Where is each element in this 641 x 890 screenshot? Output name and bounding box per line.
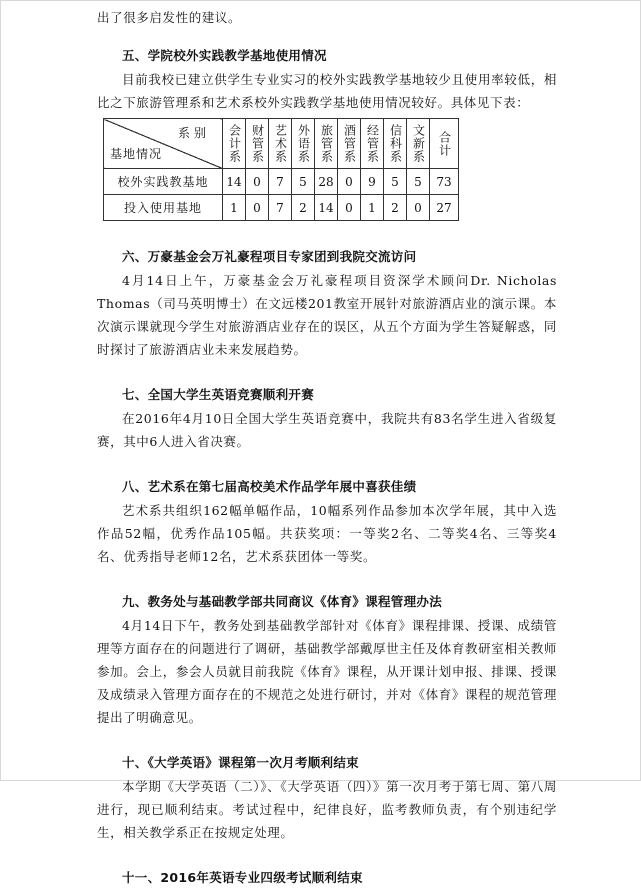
section-8-heading: 八、艺术系在第七届高校美术作品学年展中喜获佳绩 [122,479,417,494]
section-6-body: 4月14日上午，万豪基金会万礼豪程项目资深学术顾问Dr. Nicholas Thomas（司马英明博士）在文远楼201教室开展针对旅游酒店业的演示课。本次演示课就现今学生对旅游酒店业存在的误区，从五个方面为学生答疑解惑，同时探讨了旅游酒店业未来发展趋势。 [97,273,557,357]
section-9-body: 4月14日下午，教务处到基础教学部针对《体育》课程排课、授课、成绩管理等方面存在的问题进行了调研，基础教学部戴厚世主任及体育教研室相关教师参加。会上，参会人员就目前我院《体育》课程，从开课计划申报、排课、授课及成绩录入管理方面存在的不规范之处进行研讨，并对《体育》课程的规范管理提出了明确意见。 [97,618,557,725]
col-header: 酒管系 [338,119,361,169]
table-header-row [104,119,459,169]
section-10-body: 本学期《大学英语（二）》、《大学英语（四）》第一次月考于第七周、第八周进行，现已顺利结束。考试过程中，纪律良好，监考教师负责，有个别违纪学生，相关教学系正在按规定处理。 [97,779,557,840]
table-cell: 1 [361,195,384,221]
table-cell: 7 [269,169,292,195]
table-row [104,169,459,195]
table-cell: 14 [315,195,338,221]
section-6-heading: 六、万豪基金会万礼豪程项目专家团到我院交流访问 [122,249,417,264]
document-page [97,6,557,890]
section-7-heading: 七、全国大学生英语竞赛顺利开赛 [122,387,315,402]
table-cell: 14 [223,169,246,195]
table-cell: 0 [338,169,361,195]
section-8-body: 艺术系共组织162幅单幅作品，10幅系列作品参加本次学年展，其中入选作品52幅，优秀作品105幅。共获奖项：一等奖2名、二等奖4名、三等奖4名、优秀指导老师12名，艺术系获团体一等奖。 [97,503,557,564]
table-cell: 0 [338,195,361,221]
practice-base-table [103,118,459,221]
intro-paragraph-tail: 出了很多启发性的建议。 [97,10,242,25]
table-corner-cell [104,119,223,169]
table-cell: 7 [269,195,292,221]
col-header-total: 合计 [430,119,459,169]
col-header: 会计系 [223,119,246,169]
table-cell-total: 27 [430,195,459,221]
section-7-body: 在2016年4月10日全国大学生英语竞赛中，我院共有83名学生进入省级复赛，其中6人进入省决赛。 [97,411,557,449]
table-row [104,195,459,221]
section-5-heading: 五、学院校外实践教学基地使用情况 [122,48,327,63]
table-cell: 0 [246,195,269,221]
table-cell-total: 73 [430,169,459,195]
corner-label-dept: 系别 [177,126,210,140]
table-cell: 1 [223,195,246,221]
row-label: 投入使用基地 [104,195,223,221]
col-header: 财管系 [246,119,269,169]
section-9-heading: 九、教务处与基础教学部共同商议《体育》课程管理办法 [122,594,443,609]
corner-label-base: 基地情况 [110,147,163,161]
col-header: 经管系 [361,119,384,169]
table-cell: 28 [315,169,338,195]
table-cell: 5 [384,169,407,195]
section-11-heading: 十一、2016年英语专业四级考试顺利结束 [122,870,363,885]
col-header: 信科系 [384,119,407,169]
table-cell: 0 [246,169,269,195]
table-cell: 9 [361,169,384,195]
col-header: 文新系 [407,119,430,169]
table-cell: 2 [292,195,315,221]
table-cell: 0 [407,195,430,221]
col-header: 外语系 [292,119,315,169]
row-label: 校外实践教基地 [104,169,223,195]
table-cell: 2 [384,195,407,221]
section-5-body: 目前我校已建立供学生专业实习的校外实践教学基地较少且使用率较低，相比之下旅游管理系和艺术系校外实践教学基地使用情况较好。具体见下表： [97,72,557,110]
col-header: 艺术系 [269,119,292,169]
col-header: 旅管系 [315,119,338,169]
table-cell: 5 [407,169,430,195]
section-10-heading: 十、《大学英语》课程第一次月考顺利结束 [122,755,359,770]
table-cell: 5 [292,169,315,195]
